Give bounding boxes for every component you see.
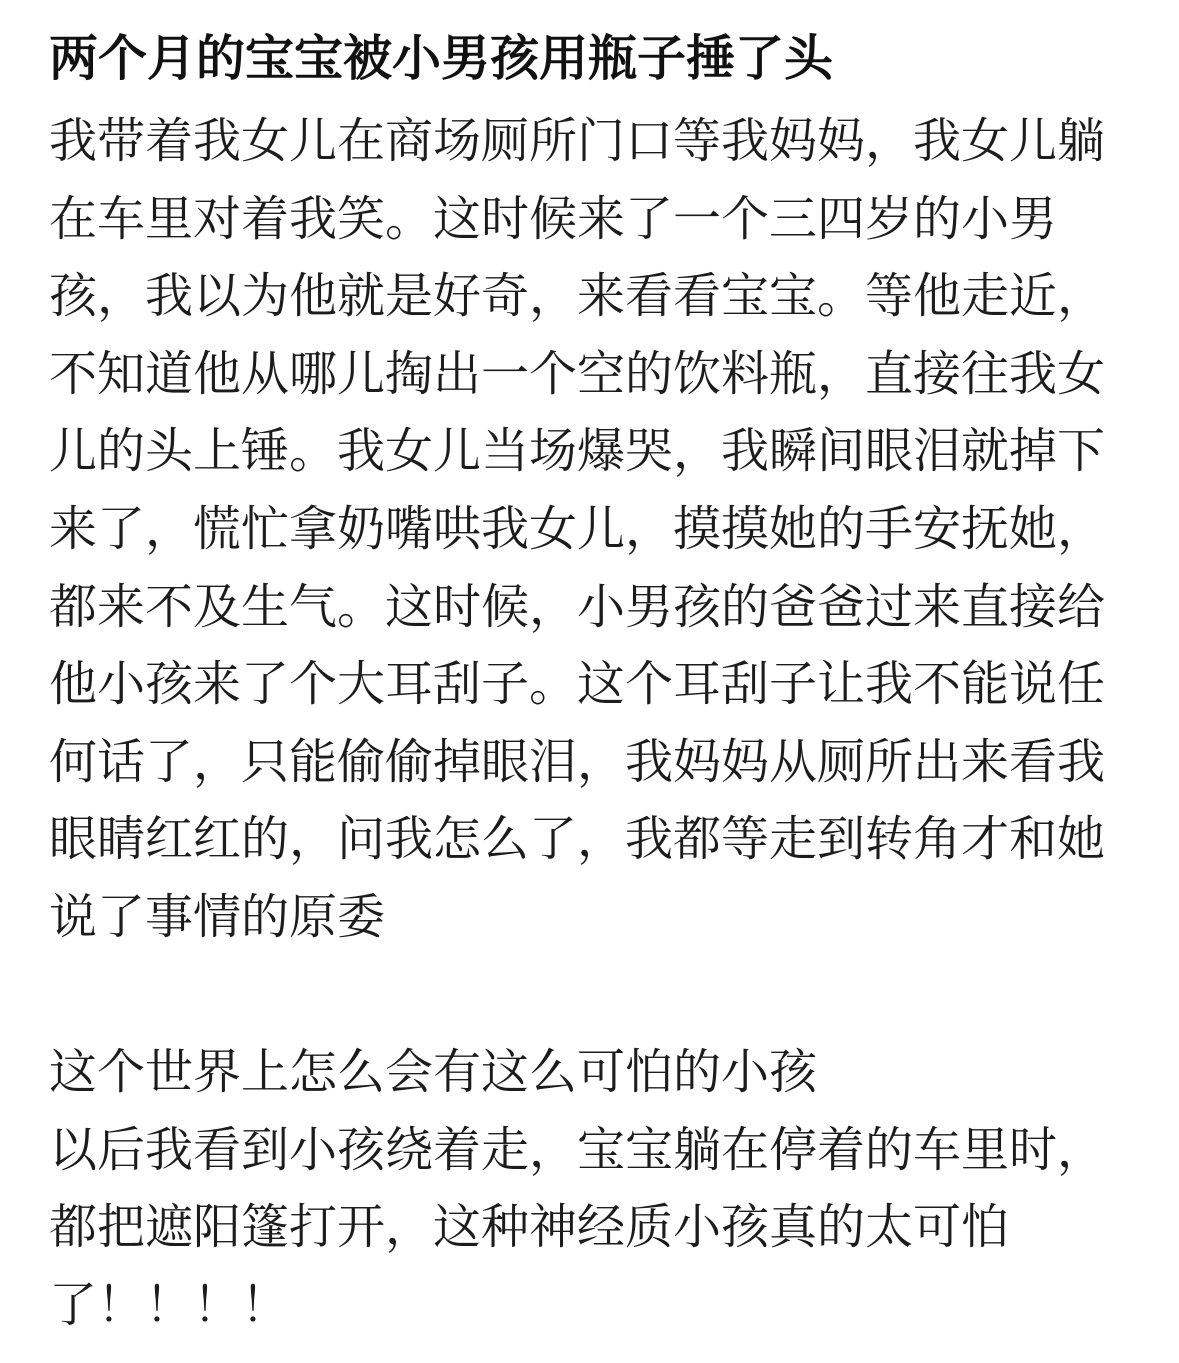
text-line: 都把遮阳篷打开，这种神经质小孩真的太可怕 [49,1199,1010,1256]
post [49,0,1129,1345]
text-line: 眼睛红红的，问我怎么了，我都等走到转角才和她 [49,811,1106,868]
post-paragraph-reflection [49,1034,1129,1344]
post-paragraph-story [49,103,1129,957]
text-line: 以后我看到小孩绕着走，宝宝躺在停着的车里时， [49,1121,1106,1178]
text-line: 都来不及生气。这时候，小男孩的爸爸过来直接给 [49,578,1106,635]
text-line: 何话了，只能偷偷掉眼泪，我妈妈从厕所出来看我 [49,733,1106,790]
text-line: 来了，慌忙拿奶嘴哄我女儿，摸摸她的手安抚她， [49,500,1106,557]
text-line: 在车里对着我笑。这时候来了一个三四岁的小男 [49,190,1058,247]
text-line: 儿的头上锤。我女儿当场爆哭，我瞬间眼泪就掉下 [49,423,1106,480]
post-title: 两个月的宝宝被小男孩用瓶子捶了头 [49,30,834,87]
text-line: 他小孩来了个大耳刮子。这个耳刮子让我不能说任 [49,656,1106,713]
text-line: 说了事情的原委 [49,888,386,945]
text-line: 我带着我女儿在商场厕所门口等我妈妈，我女儿躺 [49,113,1106,169]
text-line: 孩，我以为他就是好奇，来看看宝宝。等他走近， [49,268,1106,325]
text-line: 了！！！！ [49,1276,290,1333]
text-line: 这个世界上怎么会有这么可怕的小孩 [49,1044,818,1101]
text-line: 不知道他从哪儿掏出一个空的饮料瓶，直接往我女 [49,345,1106,402]
